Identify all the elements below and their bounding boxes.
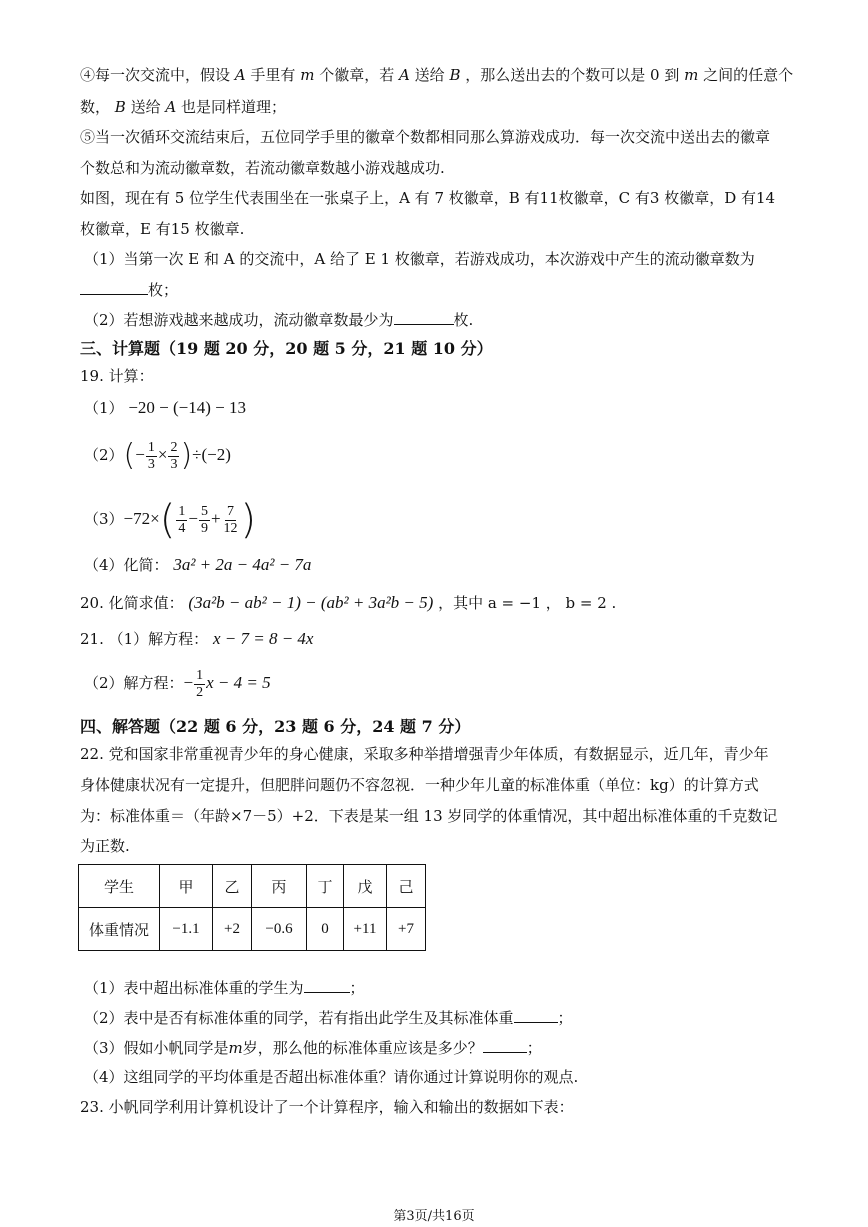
text: ，其中 a = −1 ， b = 2 .: [438, 594, 617, 612]
table-cell: 甲: [160, 865, 213, 908]
section3-heading: 三、计算题（19 题 20 分，20 题 5 分，21 题 10 分）: [80, 339, 493, 358]
label: （4）化简：: [84, 556, 169, 574]
table-cell: −1.1: [160, 908, 213, 951]
rule5-line1: ⑤当一次循环交流结束后，五位同学手里的徽章个数都相同那么算游戏成功．每一次交流中送出去的徽章: [80, 128, 771, 146]
text: 个徽章，若: [319, 66, 395, 84]
numerator: 1: [196, 667, 204, 683]
expression: −72×: [123, 509, 160, 528]
minus: −: [183, 673, 194, 692]
table-cell: −0.6: [252, 908, 307, 951]
fraction: [222, 504, 240, 537]
q19-1: [84, 397, 246, 419]
text: ；: [526, 1039, 542, 1057]
text: 岁，那么他的标准体重应该是多少？: [242, 1039, 483, 1057]
minus: −: [188, 509, 198, 528]
text: ，那么送出去的个数可以是 0 到: [465, 66, 680, 84]
expression: −20 − (−14) − 13: [128, 398, 246, 417]
text: ；: [349, 979, 365, 997]
page-footer: 第3页/共16页: [393, 1209, 475, 1224]
text: ；: [557, 1009, 573, 1027]
paren-close: ): [180, 438, 193, 473]
table-cell: 体重情况: [79, 908, 160, 951]
q22-3: [84, 1036, 542, 1059]
denominator: 4: [178, 520, 186, 536]
var-b: B: [114, 98, 126, 116]
q19-3: [84, 492, 256, 547]
text: 手里有: [250, 66, 296, 84]
expression: 3a² + 2a − 4a² − 7a: [173, 555, 312, 574]
answer-blank[interactable]: [304, 976, 350, 993]
plus: +: [210, 509, 221, 528]
table-cell: 丁: [307, 865, 344, 908]
minus: −: [135, 445, 145, 464]
fraction: [199, 504, 210, 537]
q18-2: [84, 308, 473, 331]
table-cell: 学生: [79, 865, 160, 908]
q19-intro: 19. 计算：: [80, 367, 154, 385]
text: （3）假如小帆同学是: [84, 1039, 229, 1057]
text: （2）解方程：: [84, 674, 184, 692]
denominator: 9: [200, 520, 208, 536]
text: 也是同样道理；: [181, 98, 287, 116]
answer-blank[interactable]: [514, 1006, 558, 1023]
text: 枚；: [148, 281, 179, 299]
var-b: B: [449, 66, 461, 84]
denominator: 2: [196, 684, 204, 700]
answer-blank[interactable]: [483, 1036, 527, 1053]
label: （2）: [84, 446, 124, 464]
q22-line2: 身体健康状况有一定提升，但肥胖问题仍不容忽视．一种少年儿童的标准体重（单位：kg）的计算方式: [80, 776, 759, 794]
text: （2）表中是否有标准体重的同学，若有指出此学生及其标准体重: [84, 1009, 514, 1027]
text: 枚.: [453, 311, 474, 329]
table-cell: 乙: [213, 865, 252, 908]
var-m: m: [228, 1039, 243, 1057]
times: ×: [157, 445, 168, 464]
text: ④每一次交流中，假设: [80, 66, 231, 84]
text: （1）表中超出标准体重的学生为: [84, 979, 304, 997]
var-m: m: [300, 66, 315, 84]
q19-4: [84, 554, 311, 576]
var-a: A: [399, 66, 410, 84]
var-m: m: [684, 66, 699, 84]
label: （3）: [84, 510, 124, 528]
fraction: [168, 440, 179, 473]
q22-line4: 为正数.: [80, 837, 130, 855]
expression: x − 4 = 5: [206, 673, 271, 692]
q19-2: [84, 430, 231, 481]
table-cell: 0: [307, 908, 344, 951]
numerator: 1: [178, 503, 186, 519]
q20: [80, 592, 616, 614]
denominator: 3: [147, 456, 155, 472]
denominator: 3: [170, 456, 178, 472]
q22-2: [84, 1006, 573, 1029]
paren-close: ): [240, 497, 257, 543]
table-cell: 戊: [344, 865, 387, 908]
table-cell: 己: [387, 865, 426, 908]
numerator: 1: [147, 439, 155, 455]
numerator: 5: [200, 503, 208, 519]
rule5-line2: 个数总和为流动徽章数，若流动徽章数越小游戏越成功.: [80, 159, 445, 177]
setup-line2: 枚徽章，E 有15 枚徽章.: [80, 220, 245, 238]
q18-1-line1: （1）当第一次 E 和 A 的交流中，A 给了 E 1 枚徽章，若游戏成功，本次游戏中产生的流动徽章数为: [84, 250, 755, 268]
text: 送给: [130, 98, 161, 116]
text: （2）若想游戏越来越成功，流动徽章数最少为: [84, 311, 394, 329]
table-cell: 丙: [252, 865, 307, 908]
var-a: A: [165, 98, 177, 116]
text: 送给: [414, 66, 445, 84]
numerator: 2: [170, 439, 178, 455]
q18-1-line2: [80, 278, 178, 301]
fraction: [146, 440, 157, 473]
section4-heading: 四、解答题（22 题 6 分，23 题 6 分，24 题 7 分）: [80, 717, 471, 736]
text: 之间的任意个: [703, 66, 794, 84]
q22-line3: 为：标准体重＝（年龄×7－5）+2．下表是某一组 13 岁同学的体重情况，其中超出标准体重的千克数记: [80, 807, 778, 825]
table-cell: +7: [387, 908, 426, 951]
expression: ÷(−2): [192, 445, 231, 464]
fraction: [176, 504, 187, 537]
q21-2: [84, 660, 271, 706]
q21-1: [80, 628, 313, 650]
table-cell: +11: [344, 908, 387, 951]
denominator: 12: [223, 520, 238, 536]
label: （1）: [84, 399, 124, 417]
q22-line1: 22. 党和国家非常重视青少年的身心健康，采取多种举措增强青少年体质，有数据显示，近几年，青少年: [80, 745, 769, 763]
weight-table: [78, 864, 426, 951]
text: 21. （1）解方程：: [80, 630, 209, 648]
answer-blank[interactable]: [394, 308, 454, 325]
fraction: [194, 668, 205, 701]
q23: 23. 小帆同学利用计算机设计了一个计算程序，输入和输出的数据如下表：: [80, 1098, 574, 1116]
setup-line1: 如图，现在有 5 位学生代表围坐在一张桌子上，A 有 7 枚徽章，B 有11枚徽章，C 有3 枚徽章，D 有14: [80, 189, 776, 207]
expression: x − 7 = 8 − 4x: [212, 629, 314, 648]
var-a: A: [234, 66, 246, 84]
text: 20. 化简求值：: [80, 594, 184, 612]
answer-blank[interactable]: [80, 278, 148, 295]
expression: (3a²b − ab² − 1) − (ab² + 3a²b − 5): [188, 593, 434, 612]
q22-1: [84, 976, 365, 999]
table-cell: +2: [213, 908, 252, 951]
table-header-row: [79, 865, 426, 908]
table-row: [79, 908, 426, 951]
text: 数，: [80, 98, 111, 116]
paren-open: (: [159, 497, 176, 543]
paren-open: (: [123, 438, 136, 473]
numerator: 7: [227, 503, 235, 519]
rule4-line2: [80, 96, 286, 118]
q22-4: （4）这组同学的平均体重是否超出标准体重？请你通过计算说明你的观点.: [84, 1068, 579, 1086]
rule4-line1: [80, 64, 793, 86]
